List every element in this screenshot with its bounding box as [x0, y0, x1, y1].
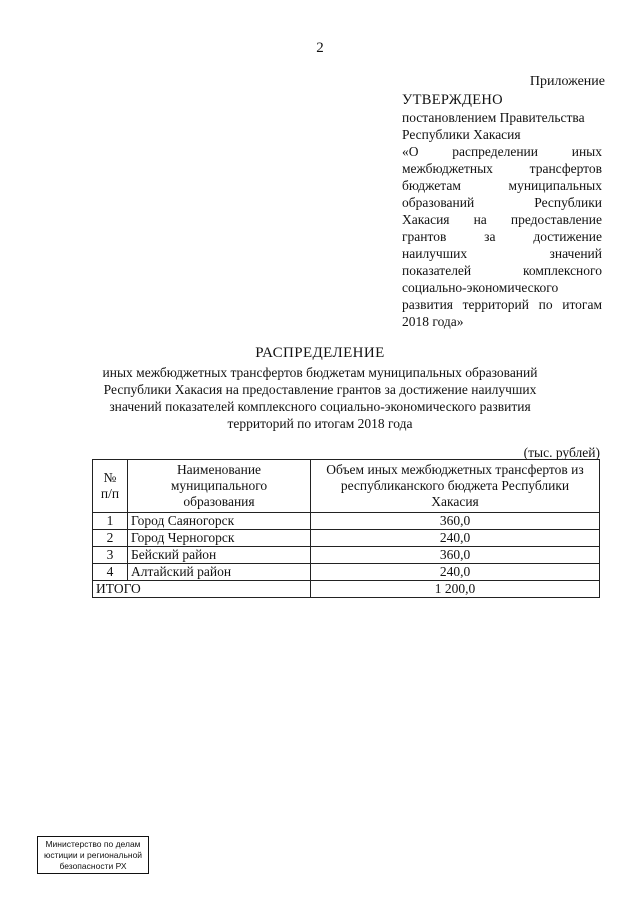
- approval-line: наилучших значений: [402, 246, 602, 261]
- header-line: Объем иных межбюджетных трансфертов из: [326, 462, 584, 477]
- subtitle-line: Республики Хакасия на предоставление грантов за достижение наилучших: [103, 382, 537, 397]
- row-number: 4: [93, 564, 128, 581]
- approval-line: межбюджетных трансфертов: [402, 161, 602, 176]
- subtitle-line: иных межбюджетных трансфертов бюджетам муниципальных образований: [102, 365, 538, 380]
- total-label: ИТОГО: [93, 581, 311, 598]
- transfer-amount: 360,0: [311, 547, 600, 564]
- transfer-amount: 360,0: [311, 513, 600, 530]
- approval-line: Хакасия на предоставление: [402, 212, 602, 227]
- approval-line: Республики Хакасия: [402, 127, 521, 142]
- header-line: п/п: [100, 486, 120, 501]
- municipality-name: Алтайский район: [128, 564, 311, 581]
- document-title: РАСПРЕДЕЛЕНИЕ: [255, 345, 385, 361]
- header-line: №: [103, 470, 117, 485]
- subtitle-line: значений показателей комплексного социально-экономического развития: [109, 399, 531, 414]
- approval-line: 2018 года»: [402, 314, 464, 329]
- stamp-line: юстиции и региональной: [43, 850, 143, 860]
- approval-line: «О распределении иных: [402, 144, 602, 159]
- row-number: 1: [93, 513, 128, 530]
- approval-line: образований Республики: [402, 195, 602, 210]
- header-value: [311, 460, 600, 513]
- stamp-line: Министерство по делам: [45, 839, 141, 849]
- header-number: [93, 460, 128, 513]
- header-line: муниципального: [170, 478, 268, 493]
- table-header-row: [93, 460, 600, 513]
- approval-line: бюджетам муниципальных: [402, 178, 602, 193]
- total-row: [93, 581, 600, 598]
- row-number: 2: [93, 530, 128, 547]
- table-row: [93, 564, 600, 581]
- table-body: [93, 513, 600, 598]
- page-number: 2: [316, 40, 324, 56]
- approval-line: социально-экономического: [402, 280, 559, 295]
- approval-line: постановлением Правительства: [402, 110, 585, 125]
- units-label: (тыс. рублей): [523, 445, 600, 460]
- distribution-table: [92, 459, 600, 598]
- transfer-amount: 240,0: [311, 564, 600, 581]
- document-subtitle: [95, 364, 545, 432]
- municipality-name: Город Черногорск: [128, 530, 311, 547]
- approval-block: [402, 92, 602, 330]
- approved-heading: УТВЕРЖДЕНО: [402, 92, 503, 108]
- header-line: республиканского бюджета Республики: [340, 478, 570, 493]
- subtitle-line: территорий по итогам 2018 года: [227, 416, 413, 431]
- approval-line: развития территорий по итогам: [402, 297, 602, 312]
- header-line: образования: [183, 494, 255, 509]
- stamp-line: безопасности РХ: [59, 861, 127, 871]
- approval-line: грантов за достижение: [402, 229, 602, 244]
- header-line: Хакасия: [431, 494, 479, 509]
- total-amount: 1 200,0: [311, 581, 600, 598]
- registration-stamp: [37, 836, 149, 874]
- header-line: Наименование: [176, 462, 262, 477]
- approval-line: показателей комплексного: [402, 263, 602, 278]
- header-name: [128, 460, 311, 513]
- approval-text: [402, 109, 602, 330]
- municipality-name: Город Саяногорск: [128, 513, 311, 530]
- transfer-amount: 240,0: [311, 530, 600, 547]
- table-row: [93, 513, 600, 530]
- municipality-name: Бейский район: [128, 547, 311, 564]
- table-row: [93, 530, 600, 547]
- appendix-label: Приложение: [529, 74, 605, 89]
- row-number: 3: [93, 547, 128, 564]
- table-row: [93, 547, 600, 564]
